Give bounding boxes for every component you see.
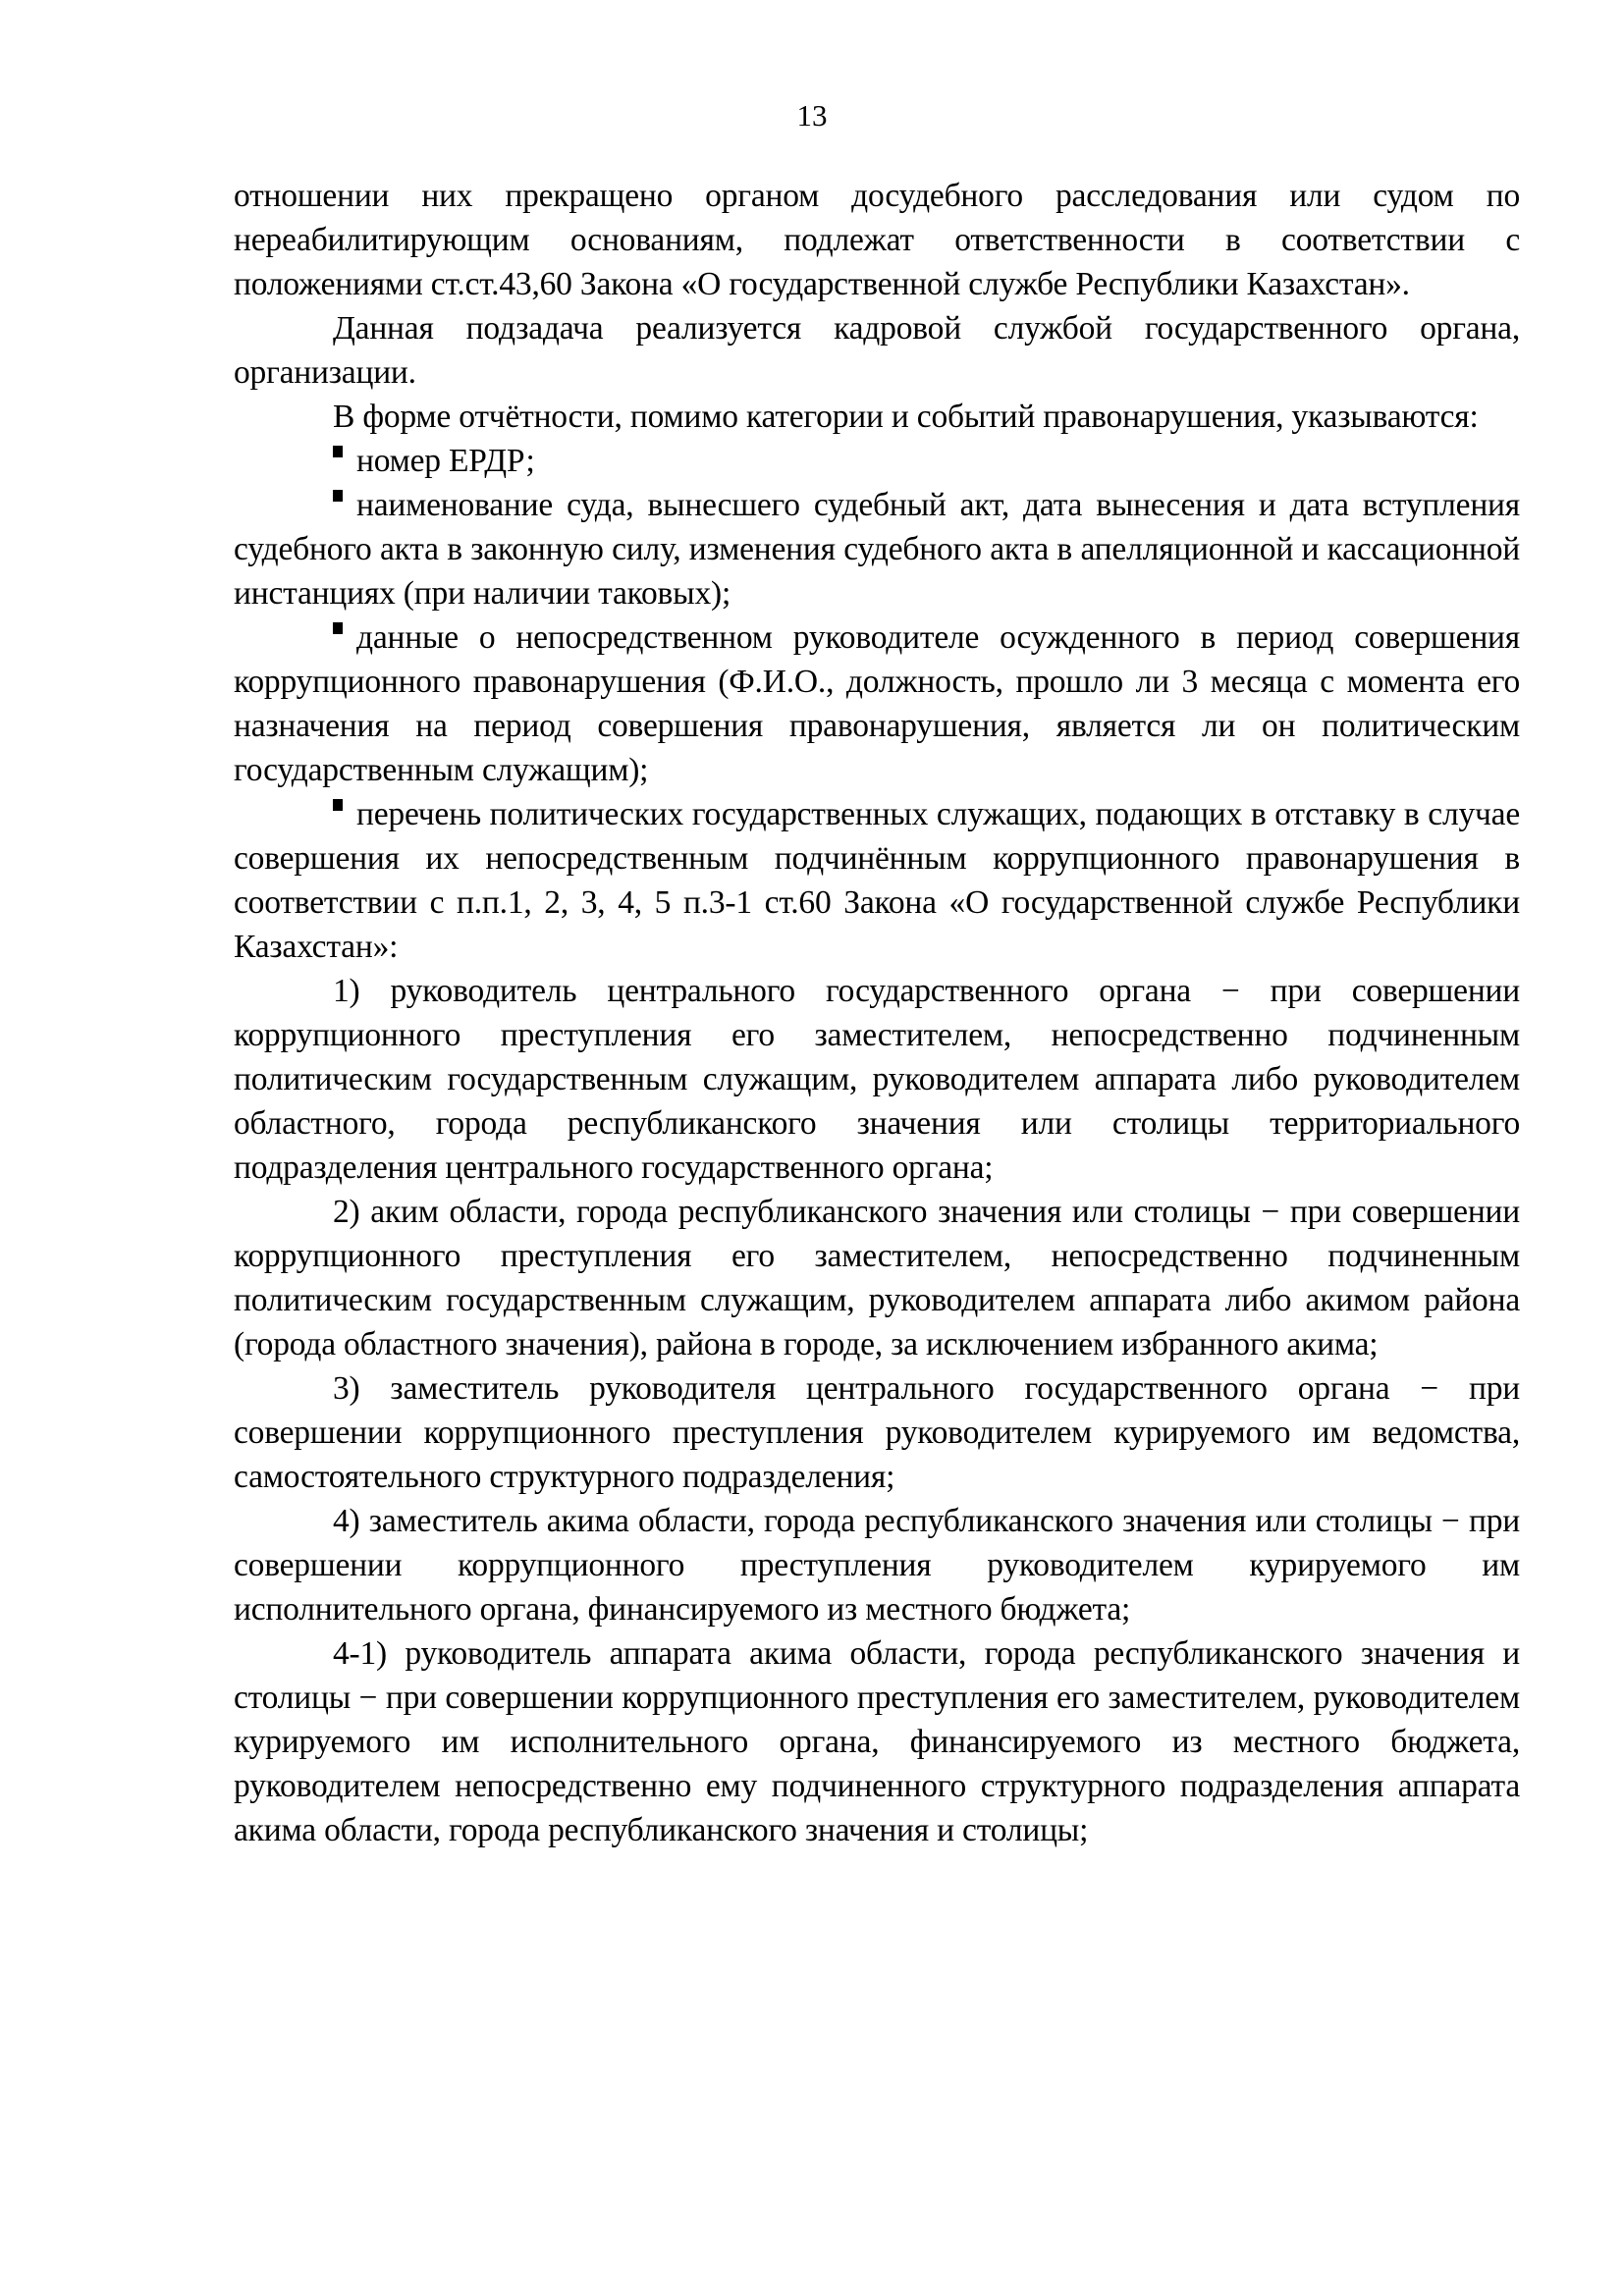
paragraph-report-form: В форме отчётности, помимо категории и событий правонарушения, указываются:: [333, 399, 1479, 435]
bullet-text: номер ЕРДР;: [356, 443, 535, 479]
bullet-text: данные о непосредственном руководителе осужденного в период совершения коррупционного правонарушения (Ф.И.О., должность, прошло ли 3 месяца с момента его назначения на период совершения правонарушения, является ли он политическим государственным служащим);: [234, 619, 1520, 788]
bullet-text: наименование суда, вынесшего судебный акт, дата вынесения и дата вступления судебного акта в законную силу, изменения судебного акта в апелляционной и кассационной инстанциях (при наличии таковых);: [234, 487, 1520, 612]
bullet-item-political-servants: [234, 792, 1520, 969]
paragraph-hr-service: Данная подзадача реализуется кадровой службой государственного органа, организации.: [234, 310, 1520, 391]
bullet-item-supervisor: [234, 615, 1520, 792]
paragraph-continuation: отношении них прекращено органом досудебного расследования или судом по нереабилитирующим основаниям, подлежат ответственности в соответствии с положениями ст.ст.43,60 Закона «О государственной службе Республики Казахстан».: [234, 178, 1520, 302]
square-bullet-icon: [333, 490, 343, 502]
bullet-item-erdr: [234, 439, 1520, 483]
list-item-2: 2) аким области, города республиканского значения или столицы − при совершении коррупционного преступления его заместителем, непосредственно подчиненным политическим государственным служащим, руководителем аппарата либо акимом района (города областного значения), района в городе, за исключением избранного акима;: [234, 1194, 1520, 1362]
square-bullet-icon: [333, 446, 343, 457]
square-bullet-icon: [333, 799, 343, 811]
list-item-4: 4) заместитель акима области, города республиканского значения или столицы − при совершении коррупционного преступления руководителем курируемого им исполнительного органа, финансируемого из местного бюджета;: [234, 1503, 1520, 1628]
list-item-4-1: 4-1) руководитель аппарата акима области, города республиканского значения и столицы − при совершении коррупционного преступления его заместителем, руководителем курируемого им исполнительного органа, финансируемого из местного бюджета, руководителем непосредственно ему подчиненного структурного подразделения аппарата акима области, города республиканского значения и столицы;: [234, 1635, 1520, 1848]
list-item-3: 3) заместитель руководителя центрального государственного органа − при совершении коррупционного преступления руководителем курируемого им ведомства, самостоятельного структурного подразделения;: [234, 1370, 1520, 1495]
square-bullet-icon: [333, 622, 343, 634]
bullet-text: перечень политических государственных служащих, подающих в отставку в случае совершения их непосредственным подчинённым коррупционного правонарушения в соответствии с п.п.1, 2, 3, 4, 5 п.3-1 ст.60 Закона «О государственной службе Республики Казахстан»:: [234, 796, 1520, 965]
document-body: [234, 174, 1520, 1852]
list-item-1: 1) руководитель центрального государственного органа − при совершении коррупционного преступления его заместителем, непосредственно подчиненным политическим государственным служащим, руководителем аппарата либо руководителем областного, города республиканского значения или столицы территориального подразделения центрального государственного органа;: [234, 973, 1520, 1186]
bullet-item-court: [234, 483, 1520, 615]
page-number: 13: [796, 98, 828, 133]
